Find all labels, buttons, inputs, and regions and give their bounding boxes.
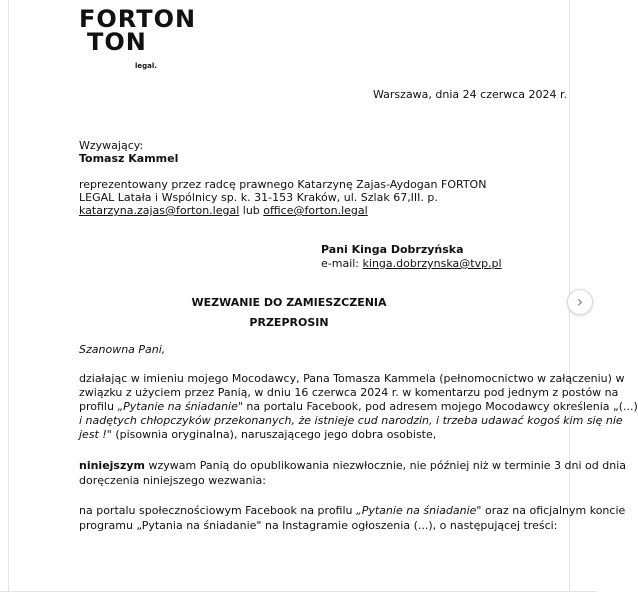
para1-line-3b: „Pytanie na śniadanie" bbox=[117, 400, 243, 413]
para3-line-1c: oraz na oficjalnym koncie bbox=[481, 504, 626, 517]
para2-bold-word: niniejszym bbox=[79, 459, 146, 472]
para3-line-1 bbox=[79, 504, 625, 518]
para1-line-5a: jest !" bbox=[79, 428, 112, 441]
para2-line-1-rest: wzywam Panią do opublikowania niezwłocznie, nie później niż w terminie 3 dni od dnia bbox=[145, 459, 626, 472]
chevron-right-icon: › bbox=[576, 292, 584, 311]
document-page bbox=[8, 0, 638, 592]
para1-line-3 bbox=[79, 400, 638, 414]
logo-line-1: FORTON bbox=[79, 5, 197, 33]
salutation: Szanowna Pani, bbox=[79, 343, 166, 356]
para3-line-1b: „Pytanie na śniadanie" bbox=[356, 504, 482, 517]
para1-line-1: działając w imieniu mojego Mocodawcy, Pana Tomasza Kammela (pełnomocnictwo w załączeniu) w bbox=[79, 372, 625, 385]
next-image-button[interactable] bbox=[567, 289, 593, 315]
para1-line-4: i nadętych chłopczyków przekonanych, że istnieje cud narodzin, i trzeba udawać kogoś kim się nie bbox=[79, 414, 623, 427]
para1-line-2: związku z użyciem przez Panią, w dniu 16 czerwca 2024 r. w komentarzu pod jednym z postów na bbox=[79, 386, 619, 399]
recipient-email-line bbox=[321, 257, 502, 271]
recipient-name: Pani Kinga Dobrzyńska bbox=[321, 243, 464, 256]
date-line: Warszawa, dnia 24 czerwca 2024 r. bbox=[373, 88, 568, 101]
letter-title-line-2: PRZEPROSIN bbox=[249, 316, 329, 329]
caller-name: Tomasz Kammel bbox=[79, 152, 179, 165]
recipient-email-link[interactable]: kinga.dobrzynska@tvp.pl bbox=[362, 257, 502, 270]
para3-line-2: programu „Pytania na śniadanie" na Instagramie ogłoszenia (...), o następującej treści: bbox=[79, 519, 558, 532]
represented-line-1: reprezentowany przez radcę prawnego Katarzynę Zajas-Aydogan FORTON bbox=[79, 178, 487, 191]
email-separator: lub bbox=[239, 204, 264, 217]
para3-line-1a: na portalu społecznościowym Facebook na profilu bbox=[79, 504, 357, 517]
para2-line-1 bbox=[79, 459, 626, 473]
para1-line-5b: (pisownia oryginalna), naruszającego jego dobra osobiste, bbox=[111, 428, 437, 441]
caller-label: Wzywający: bbox=[79, 139, 144, 152]
logo-line-3: legal. bbox=[135, 62, 157, 70]
para2-line-2: doręczenia niniejszego wezwania: bbox=[79, 474, 266, 487]
para1-line-3a: profilu bbox=[79, 400, 118, 413]
forton-logo bbox=[79, 5, 197, 70]
represented-line-2: LEGAL Latała i Wspólnicy sp. k. 31-153 Kraków, ul. Szlak 67,III. p. bbox=[79, 191, 438, 204]
logo-line-2: TON bbox=[87, 28, 147, 56]
para1-line-3c: na portalu Facebook, pod adresem mojego Mocodawcy określenia „(...) bbox=[242, 400, 638, 413]
email-link-2[interactable]: office@forton.legal bbox=[263, 204, 368, 217]
email-link-1[interactable]: katarzyna.zajas@forton.legal bbox=[79, 204, 240, 217]
letter-title-line-1: WEZWANIE DO ZAMIESZCZENIA bbox=[191, 296, 387, 309]
represented-emails bbox=[79, 204, 368, 218]
recipient-email-label: e-mail: bbox=[321, 257, 363, 270]
para1-line-5 bbox=[79, 428, 436, 442]
